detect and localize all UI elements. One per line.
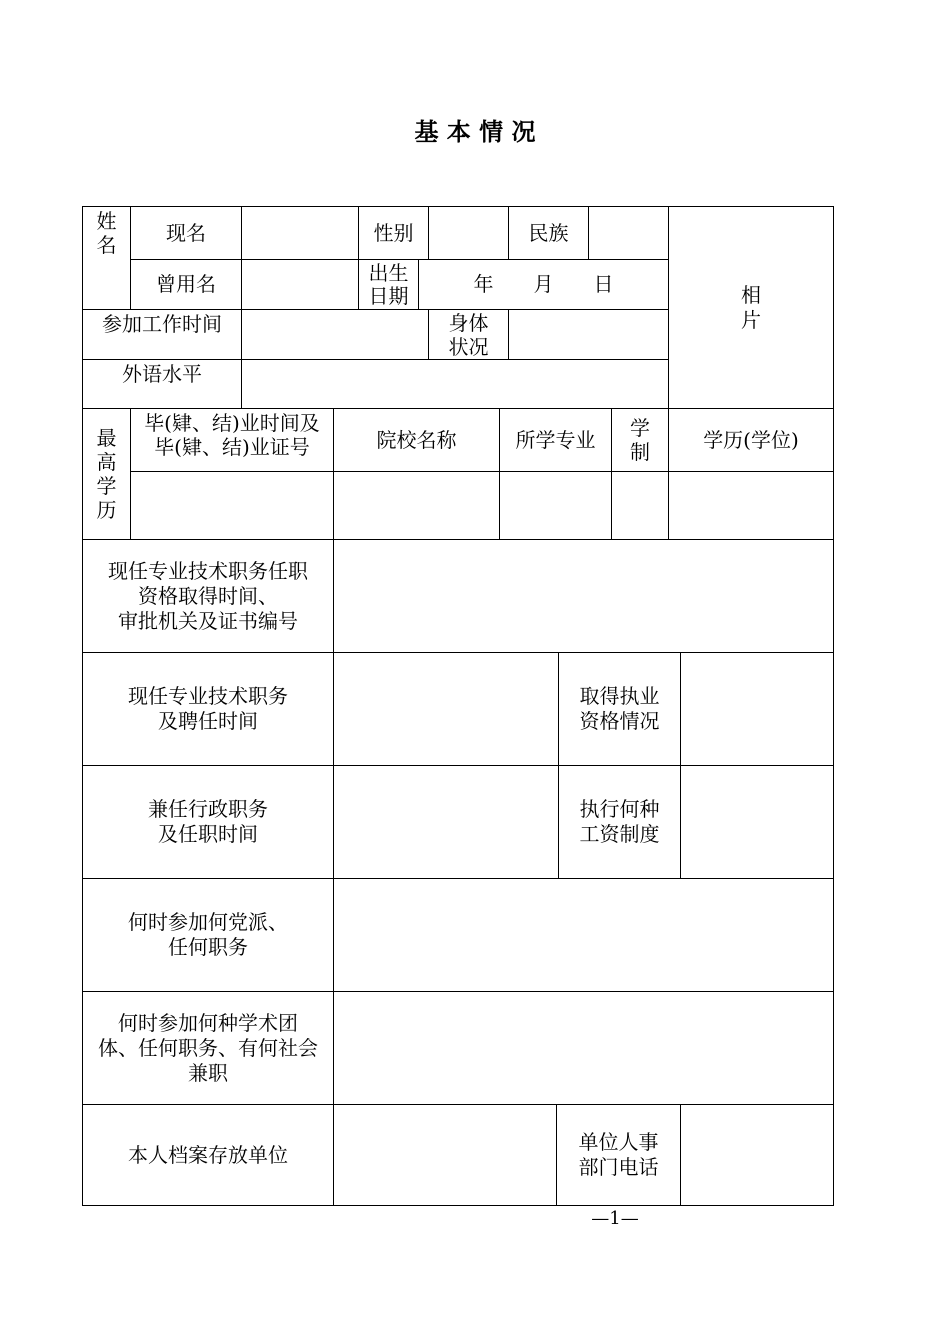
work-start-time-input[interactable] [242, 310, 428, 359]
major-input[interactable] [500, 472, 611, 539]
admin-position-input[interactable] [334, 766, 558, 878]
degree-input[interactable] [669, 472, 833, 539]
current-qualification-input[interactable] [334, 540, 833, 652]
academic-groups-label: 何时参加何种学术团 体、任何职务、有何社会 兼职 [98, 1010, 318, 1085]
highest-education-label: 最 高 学 历 [96, 426, 117, 522]
admin-position-label: 兼任行政职务 及任职时间 [148, 797, 268, 846]
gender-label: 性别 [373, 220, 414, 245]
salary-system-label: 执行何种 工资制度 [579, 797, 660, 846]
academic-groups-input[interactable] [334, 992, 833, 1104]
document-title: 基 本 情 况 [414, 117, 536, 146]
foreign-language-input[interactable] [242, 360, 668, 408]
foreign-language-label: 外语水平 [122, 362, 202, 386]
current-name-label: 现名 [166, 220, 206, 245]
current-name-input[interactable] [242, 207, 358, 259]
birth-date-label: 出生 日期 [368, 260, 409, 308]
archive-unit-input[interactable] [334, 1105, 556, 1205]
salary-system-input[interactable] [681, 766, 833, 878]
graduation-info-label: 毕(肄、结)业时间及 毕(肄、结)业证号 [144, 411, 320, 459]
photo-area: 相 片 [741, 282, 761, 332]
school-name-label: 院校名称 [376, 427, 457, 452]
practice-qualification-input[interactable] [681, 653, 833, 765]
archive-unit-label: 本人档案存放单位 [128, 1142, 288, 1167]
work-start-time-label: 参加工作时间 [102, 312, 222, 336]
health-status-label: 身体 状况 [448, 310, 489, 359]
party-membership-input[interactable] [334, 879, 833, 991]
former-name-input[interactable] [242, 260, 358, 309]
study-length-input[interactable] [612, 472, 668, 539]
hr-phone-label: 单位人事 部门电话 [578, 1130, 659, 1179]
former-name-label: 曾用名 [156, 272, 216, 296]
birth-date-input[interactable]: 年 月 日 [473, 272, 614, 296]
gender-input[interactable] [429, 207, 508, 259]
degree-label: 学历(学位) [703, 427, 799, 452]
school-name-input[interactable] [334, 472, 499, 539]
study-length-label: 学 制 [630, 416, 650, 464]
current-qualification-label: 现任专业技术职务任职 资格取得时间、 审批机关及证书编号 [108, 558, 308, 633]
ethnicity-label: 民族 [528, 220, 569, 245]
health-status-input[interactable] [509, 310, 668, 359]
page-number: —1— [591, 1208, 639, 1229]
practice-qualification-label: 取得执业 资格情况 [579, 684, 660, 733]
ethnicity-input[interactable] [589, 207, 668, 259]
current-position-input[interactable] [334, 653, 558, 765]
hr-phone-input[interactable] [681, 1105, 833, 1205]
party-membership-label: 何时参加何党派、 任何职务 [128, 910, 288, 959]
current-position-label: 现任专业技术职务 及聘任时间 [128, 684, 288, 733]
name-group-label: 姓 名 [96, 209, 117, 257]
major-label: 所学专业 [515, 427, 596, 452]
graduation-info-input[interactable] [131, 472, 333, 539]
